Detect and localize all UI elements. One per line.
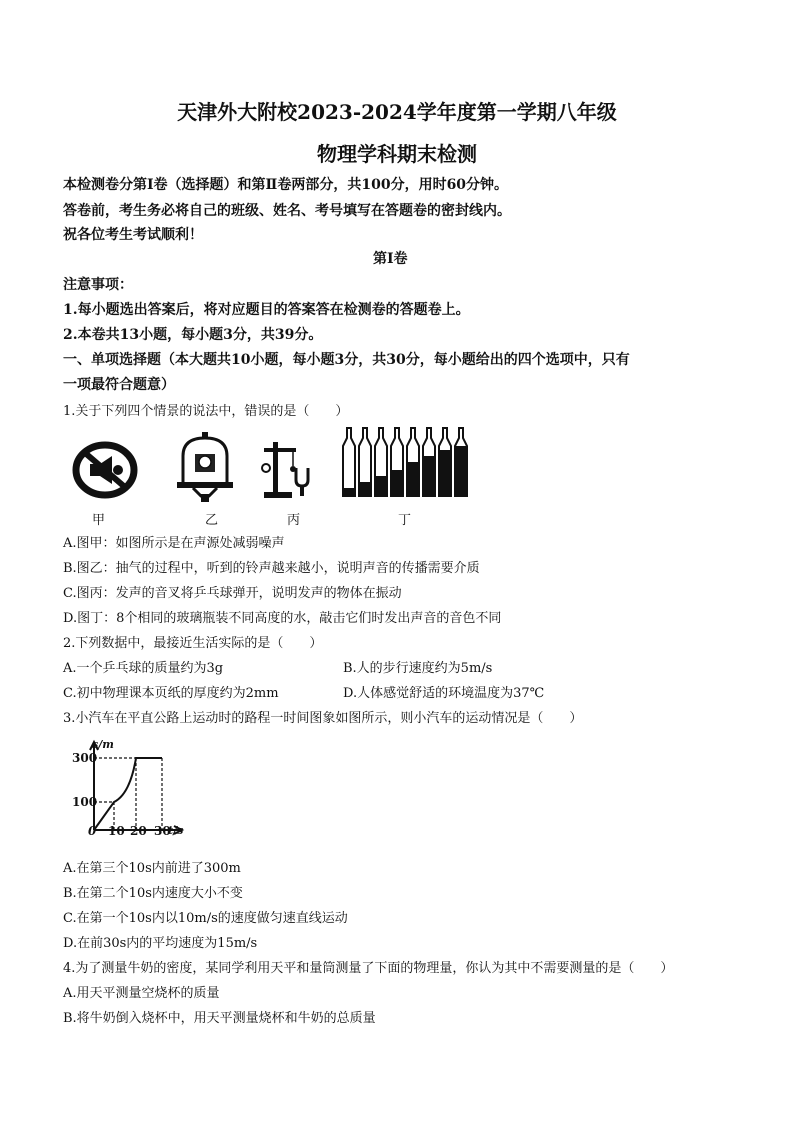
answer-option: A.用天平测量空烧杯的质量 [63, 986, 220, 1001]
tuning-fork-figure [258, 438, 320, 500]
figure-caption: 丁 [398, 513, 412, 528]
answer-option: B.人的步行速度约为5m/s [343, 661, 493, 676]
answer-option: A.图甲：如图所示是在声源处减弱噪声 [63, 536, 285, 551]
answer-option: C.在第一个10s内以10m/s的速度做匀速直线运动 [63, 911, 348, 926]
notes-item: 1.每小题选出答案后，将对应题目的答案答在检测卷的答题卷上。 [63, 302, 470, 318]
section-label: 第Ⅰ卷 [373, 251, 408, 267]
part-one-heading: 一、单项选择题（本大题共10小题，每小题3分，共30分，每小题给出的四个选项中，只有 [63, 352, 630, 368]
origin-label: 0 [88, 824, 97, 838]
answer-option: D.图丁：8个相同的玻璃瓶装不同高度的水，敲击它们时发出声音的音色不同 [63, 611, 502, 626]
notes-item: 2.本卷共13小题，每小题3分，共39分。 [63, 327, 323, 343]
question-stem: 2.下列数据中，最接近生活实际的是（ ） [63, 636, 323, 651]
page-subtitle: 物理学科期末检测 [317, 142, 477, 166]
bottles-figure [339, 426, 467, 498]
question-stem: 3.小汽车在平直公路上运动时的路程一时间图象如图所示，则小汽车的运动情况是（ ） [63, 711, 583, 726]
intro-line: 祝各位考生考试顺利！ [63, 227, 203, 243]
answer-option: B.在第二个10s内速度大小不变 [63, 886, 243, 901]
figure-caption: 丙 [287, 513, 301, 528]
bell-jar-figure [175, 432, 235, 502]
no-noise-sign-figure [72, 440, 138, 500]
x-tick-label: 10 [108, 824, 125, 838]
y-tick-label: 300 [72, 751, 98, 765]
intro-line: 本检测卷分第Ⅰ卷（选择题）和第Ⅱ卷两部分，共100分，用时60分钟。 [63, 177, 509, 193]
intro-line: 答卷前，考生务必将自己的班级、姓名、考号填写在答题卷的密封线内。 [63, 203, 511, 219]
answer-option: B.将牛奶倒入烧杯中，用天平测量烧杯和牛奶的总质量 [63, 1011, 376, 1026]
answer-option: C.图丙：发声的音叉将乒乓球弹开，说明发声的物体在振动 [63, 586, 402, 601]
page-title: 天津外大附校2023-2024学年度第一学期八年级 [177, 100, 617, 124]
answer-option: A.在第三个10s内前进了300m [63, 861, 241, 876]
answer-option: A.一个乒乓球的质量约为3g [63, 661, 224, 676]
x-tick-label: 20 [130, 824, 147, 838]
x-axis-label: t/s [168, 824, 184, 837]
question-stem: 1.关于下列四个情景的说法中，错误的是（ ） [63, 404, 349, 419]
question-stem: 4.为了测量牛奶的密度，某同学利用天平和量筒测量了下面的物理量，你认为其中不需要测量的是（ ） [63, 961, 674, 976]
y-tick-label: 100 [72, 795, 98, 809]
answer-option: B.图乙：抽气的过程中，听到的铃声越来越小，说明声音的传播需要介质 [63, 561, 480, 576]
figure-caption: 甲 [92, 513, 106, 528]
answer-option: C.初中物理课本页纸的厚度约为2mm [63, 686, 279, 701]
x-tick-label: 30 [154, 824, 171, 838]
y-axis-label: s/m [92, 738, 114, 751]
notes-heading: 注意事项： [63, 277, 133, 293]
answer-option: D.在前30s内的平均速度为15m/s [63, 936, 258, 951]
figure-caption: 乙 [205, 513, 219, 528]
answer-option: D.人体感觉舒适的环境温度为37℃ [343, 686, 545, 701]
part-one-heading-cont: 一项最符合题意） [63, 377, 175, 393]
